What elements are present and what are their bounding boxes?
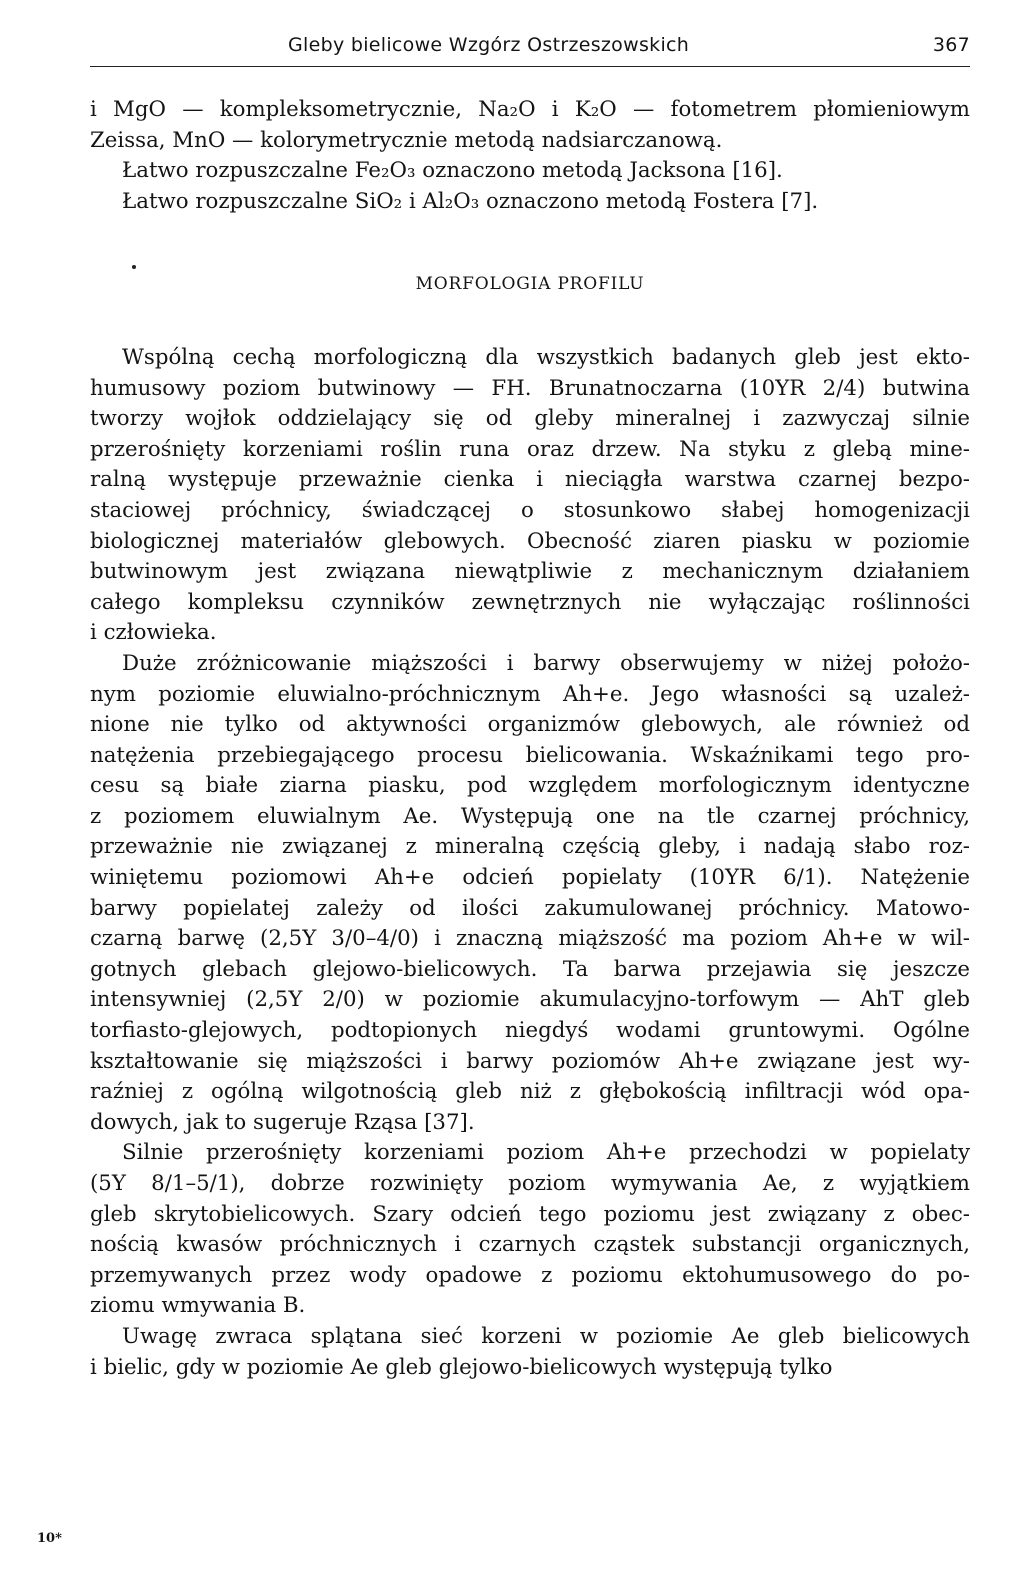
page-number: 367 — [932, 34, 970, 56]
paragraph — [90, 1138, 970, 1322]
text-line: biologicznej materiałów glebowych. Obecność ziaren piasku w poziomie — [90, 528, 970, 554]
text-line: Łatwo rozpuszczalne Fe₂O₃ oznaczono metodą Jacksona [16]. — [122, 158, 783, 184]
text-line: nością kwasów próchnicznych i czarnych cząstek substancji organicznych, — [90, 1232, 970, 1258]
text-line: natężenia przebiegającego procesu bielicowania. Wskaźnikami tego pro- — [90, 742, 970, 768]
text-line: Silnie przerośnięty korzeniami poziom Ah+e przechodzi w popielaty — [122, 1140, 970, 1166]
text-line: Duże zróżnicowanie miąższości i barwy obserwujemy w niżej położo- — [122, 650, 970, 676]
text-line: gleb skrytobielicowych. Szary odcień tego poziomu jest związany z obec- — [90, 1201, 970, 1227]
text-line: i bielic, gdy w poziomie Ae gleb glejowo-bielicowych występują tylko — [90, 1354, 833, 1380]
signature-mark: 10* — [37, 1531, 62, 1546]
page — [90, 34, 970, 1383]
text-line: raźniej z ogólną wilgotnością gleb niż z głębokością infiltracji wód opa- — [90, 1079, 970, 1105]
text-line: butwinowym jest związana niewątpliwie z mechanicznym działaniem — [90, 559, 970, 585]
text-line: przeważnie nie związanej z mineralną częścią gleby, i nadają słabo roz- — [90, 834, 970, 860]
text-line: tworzy wojłok oddzielający się od gleby mineralnej i zazwyczaj silnie — [90, 406, 970, 432]
text-line: przerośnięty korzeniami roślin runa oraz drzew. Na styku z glebą mine- — [90, 436, 970, 462]
text-line: z poziomem eluwialnym Ae. Występują one na tle czarnej próchnicy, — [90, 803, 970, 829]
paragraph — [90, 649, 970, 1139]
text-line: barwy popielatej zależy od ilości zakumulowanej próchnicy. Matowo- — [90, 895, 970, 921]
text-line: Łatwo rozpuszczalne SiO₂ i Al₂O₃ oznaczono metodą Fostera [7]. — [122, 188, 819, 214]
text-line: i MgO — kompleksometrycznie, Na₂O i K₂O — fotometrem płomieniowym — [90, 97, 970, 122]
text-line: całego kompleksu czynników zewnętrznych nie wyłączając roślinności — [90, 589, 970, 615]
text-line: staciowej próchnicy, świadczącej o stosunkowo słabej homogenizacji — [90, 497, 970, 523]
text-line: czarną barwę (2,5Y 3/0–4/0) i znaczną miąższość ma poziom Ah+e w wil- — [90, 926, 970, 952]
paragraph — [90, 1322, 970, 1383]
text-line: dowych, jak to sugeruje Rząsa [37]. — [90, 1109, 475, 1135]
text-line: Zeissa, MnO — kolorymetrycznie metodą nadsiarczanową. — [90, 127, 723, 153]
text-line: winiętemu poziomowi Ah+e odcień popielaty (10YR 6/1). Natężenie — [90, 865, 970, 891]
text-line: gotnych glebach glejowo-bielicowych. Ta barwa przejawia się jeszcze — [90, 956, 970, 982]
stray-dot — [132, 265, 136, 269]
paragraph — [90, 343, 970, 649]
text-line: humusowy poziom butwinowy — FH. Brunatnoczarna (10YR 2/4) butwina — [90, 375, 970, 401]
text-line: cesu są białe ziarna piasku, pod względem morfologicznym identyczne — [90, 773, 970, 799]
text-line: kształtowanie się miąższości i barwy poziomów Ah+e związane jest wy- — [90, 1048, 970, 1074]
methods-continuation — [90, 95, 970, 217]
running-title: Gleby bielicowe Wzgórz Ostrzeszowskich — [288, 34, 690, 56]
text-line: ziomu wmywania B. — [90, 1293, 306, 1319]
text-line: przemywanych przez wody opadowe z poziomu ektohumusowego do po- — [90, 1262, 970, 1288]
text-line: i człowieka. — [90, 620, 217, 646]
text-line: Wspólną cechą morfologiczną dla wszystkich badanych gleb jest ekto- — [122, 344, 970, 370]
text-line: intensywniej (2,5Y 2/0) w poziomie akumulacyjno-torfowym — AhT gleb — [90, 987, 970, 1013]
text-line: nym poziomie eluwialno-próchnicznym Ah+e. Jego własności są uzależ- — [90, 681, 970, 707]
running-head — [90, 34, 970, 67]
text-line: nione nie tylko od aktywności organizmów glebowych, ale również od — [90, 712, 970, 738]
paragraphs — [90, 343, 970, 1383]
text-line: torfiasto-glejowych, podtopionych niegdyś wodami gruntowymi. Ogólne — [90, 1018, 970, 1044]
text-line: ralną występuje przeważnie cienka i nieciągła warstwa czarnej bezpo- — [90, 467, 970, 493]
text-line: (5Y 8/1–5/1), dobrze rozwinięty poziom wymywania Ae, z wyjątkiem — [90, 1171, 970, 1196]
body-text — [90, 95, 970, 1383]
section-heading: MORFOLOGIA PROFILU — [415, 274, 645, 295]
text-line: Uwagę zwraca splątana sieć korzeni w poziomie Ae gleb bielicowych — [122, 1323, 970, 1349]
